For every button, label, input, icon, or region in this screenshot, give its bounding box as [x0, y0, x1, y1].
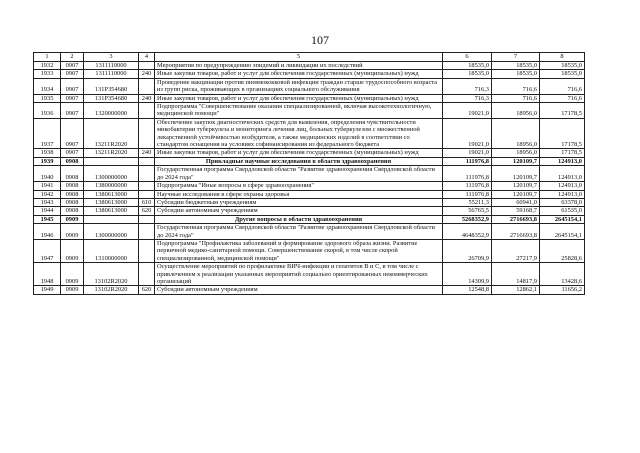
section-code-cell: 0909 — [61, 239, 84, 262]
amount-year3-cell: 124913,0 — [540, 190, 585, 198]
column-header: 5 — [155, 53, 443, 62]
amount-year3-cell: 716,6 — [540, 94, 585, 102]
row-number-cell: 1932 — [34, 62, 61, 70]
row-number-cell: 1941 — [34, 182, 61, 190]
expense-type-cell — [139, 239, 155, 262]
target-code-cell: 1300000000 — [84, 224, 139, 240]
amount-year2-cell: 18535,0 — [492, 70, 540, 78]
column-header: 7 — [492, 53, 540, 62]
amount-year2-cell: 27217,9 — [492, 239, 540, 262]
amount-year1-cell: 19021,0 — [443, 118, 492, 149]
amount-year2-cell: 120109,7 — [492, 190, 540, 198]
section-code-cell: 0908 — [61, 157, 84, 165]
table-row — [34, 198, 585, 206]
amount-year2-cell: 120109,7 — [492, 157, 540, 165]
row-number-cell: 1947 — [34, 239, 61, 262]
amount-year1-cell: 14309,9 — [443, 263, 492, 286]
expense-type-cell — [139, 62, 155, 70]
row-number-cell: 1945 — [34, 215, 61, 223]
target-code-cell: 13102R2020 — [84, 286, 139, 294]
expense-type-cell — [139, 166, 155, 182]
row-number-cell: 1942 — [34, 190, 61, 198]
column-header: 4 — [139, 53, 155, 62]
row-number-cell: 1934 — [34, 78, 61, 94]
row-number-cell: 1944 — [34, 207, 61, 215]
table-row — [34, 182, 585, 190]
target-code-cell: 13102R2020 — [84, 263, 139, 286]
amount-year3-cell: 716,6 — [540, 78, 585, 94]
table-row — [34, 78, 585, 94]
description-cell: Субсидии автономным учреждениям — [155, 207, 443, 215]
table-row — [34, 118, 585, 149]
expense-type-cell — [139, 224, 155, 240]
amount-year3-cell: 63378,0 — [540, 198, 585, 206]
amount-year3-cell: 124913,0 — [540, 166, 585, 182]
description-cell: Мероприятия по предупреждению эпидемий и ликвидации их последствий — [155, 62, 443, 70]
amount-year1-cell: 111976,8 — [443, 166, 492, 182]
amount-year3-cell: 18535,0 — [540, 62, 585, 70]
column-header: 1 — [34, 53, 61, 62]
description-cell: Обеспечение закупок диагностических средств для выявления, определения чувствительности микобактерии туберкулеза и мониторинга лечения лиц, больных туберкулезом с множественной лекарственной устойчивостью возбудителя, а также медицинских изделий в соответствии со стандартом оснащения на условиях софинансирования из федерального бюджета — [155, 118, 443, 149]
expense-type-cell — [139, 190, 155, 198]
row-number-cell: 1949 — [34, 286, 61, 294]
header-row — [34, 53, 585, 62]
amount-year1-cell: 18535,0 — [443, 62, 492, 70]
expense-type-cell: 240 — [139, 94, 155, 102]
expense-type-cell — [139, 78, 155, 94]
budget-table — [33, 52, 585, 295]
table-row — [34, 166, 585, 182]
section-code-cell: 0909 — [61, 215, 84, 223]
description-cell: Подпрограмма "Иные вопросы в сфере здравоохранения" — [155, 182, 443, 190]
description-cell: Проведение вакцинации против пневмококковой инфекции граждан старше трудоспособного возраста из групп риска, проживающих в организациях социального обслуживания — [155, 78, 443, 94]
expense-type-cell: 620 — [139, 207, 155, 215]
page-number: 107 — [311, 33, 329, 47]
row-number-cell: 1937 — [34, 118, 61, 149]
target-code-cell: 1380613000 — [84, 190, 139, 198]
amount-year3-cell: 17178,5 — [540, 149, 585, 157]
amount-year3-cell: 124913,0 — [540, 182, 585, 190]
expense-type-cell: 610 — [139, 198, 155, 206]
target-code-cell — [84, 215, 139, 223]
expense-type-cell: 240 — [139, 70, 155, 78]
description-cell: Государственная программа Свердловской области "Развитие здравоохранения Свердловской области до 2024 года" — [155, 224, 443, 240]
target-code-cell: 1380000000 — [84, 182, 139, 190]
section-code-cell: 0907 — [61, 149, 84, 157]
column-header: 6 — [443, 53, 492, 62]
target-code-cell: 1311110000 — [84, 70, 139, 78]
amount-year1-cell: 18535,0 — [443, 70, 492, 78]
expense-type-cell — [139, 182, 155, 190]
table-row — [34, 94, 585, 102]
table-row — [34, 103, 585, 119]
target-code-cell: 1320000000 — [84, 103, 139, 119]
expense-type-cell — [139, 103, 155, 119]
amount-year3-cell: 124913,0 — [540, 157, 585, 165]
amount-year3-cell: 18535,0 — [540, 70, 585, 78]
row-number-cell: 1935 — [34, 94, 61, 102]
section-code-cell: 0908 — [61, 198, 84, 206]
target-code-cell — [84, 157, 139, 165]
row-number-cell: 1943 — [34, 198, 61, 206]
target-code-cell: 131P354680 — [84, 94, 139, 102]
target-code-cell: 1380613000 — [84, 198, 139, 206]
table-body — [34, 62, 585, 295]
amount-year1-cell: 5268352,9 — [443, 215, 492, 223]
table-row — [34, 149, 585, 157]
amount-year3-cell: 61535,0 — [540, 207, 585, 215]
table-row — [34, 207, 585, 215]
amount-year1-cell: 111976,8 — [443, 190, 492, 198]
section-code-cell: 0907 — [61, 62, 84, 70]
target-code-cell: 1311110000 — [84, 62, 139, 70]
amount-year3-cell: 2645154,1 — [540, 224, 585, 240]
table-row — [34, 70, 585, 78]
amount-year1-cell: 55211,3 — [443, 198, 492, 206]
amount-year1-cell: 4648352,9 — [443, 224, 492, 240]
section-code-cell: 0908 — [61, 207, 84, 215]
amount-year2-cell: 120109,7 — [492, 182, 540, 190]
section-code-cell: 0907 — [61, 78, 84, 94]
section-code-cell: 0908 — [61, 166, 84, 182]
column-header: 3 — [84, 53, 139, 62]
description-cell: Иные закупки товаров, работ и услуг для обеспечения государственных (муниципальных) нужд — [155, 70, 443, 78]
amount-year2-cell: 18956,0 — [492, 149, 540, 157]
amount-year2-cell: 59168,7 — [492, 207, 540, 215]
section-code-cell: 0908 — [61, 190, 84, 198]
target-code-cell: 1380613000 — [84, 207, 139, 215]
amount-year1-cell: 19021,0 — [443, 103, 492, 119]
row-number-cell: 1946 — [34, 224, 61, 240]
description-cell: Иные закупки товаров, работ и услуг для обеспечения государственных (муниципальных) нужд — [155, 94, 443, 102]
section-code-cell: 0909 — [61, 263, 84, 286]
description-cell: Другие вопросы в области здравоохранения — [155, 215, 443, 223]
table-row — [34, 263, 585, 286]
amount-year3-cell: 25828,6 — [540, 239, 585, 262]
description-cell: Подпрограмма "Профилактика заболеваний и формирование здорового образа жизни. Развитие первичной медико-санитарной помощи. Совершенствование скорой, в том числе скорой специализированной, медицинской помощи" — [155, 239, 443, 262]
table-row — [34, 224, 585, 240]
row-number-cell: 1938 — [34, 149, 61, 157]
amount-year1-cell: 716,3 — [443, 94, 492, 102]
section-code-cell: 0907 — [61, 70, 84, 78]
amount-year1-cell: 716,3 — [443, 78, 492, 94]
table-row — [34, 190, 585, 198]
description-cell: Иные закупки товаров, работ и услуг для обеспечения государственных (муниципальных) нужд — [155, 149, 443, 157]
amount-year2-cell: 60941,0 — [492, 198, 540, 206]
amount-year2-cell: 2716693,8 — [492, 224, 540, 240]
description-cell: Осуществление мероприятий по профилактике ВИЧ-инфекции и гепатитов В и С, в том числе с привлечением к реализации указанных мероприятий социально ориентированных некоммерческих организаций — [155, 263, 443, 286]
table-row — [34, 239, 585, 262]
target-code-cell: 131P354680 — [84, 78, 139, 94]
table-row — [34, 62, 585, 70]
expense-type-cell — [139, 118, 155, 149]
expense-type-cell: 240 — [139, 149, 155, 157]
table-row — [34, 157, 585, 165]
target-code-cell: 13211R2020 — [84, 118, 139, 149]
row-number-cell: 1948 — [34, 263, 61, 286]
amount-year2-cell: 14817,9 — [492, 263, 540, 286]
description-cell: Научные исследования в сфере охраны здоровья — [155, 190, 443, 198]
amount-year1-cell: 56765,5 — [443, 207, 492, 215]
amount-year1-cell: 111976,8 — [443, 182, 492, 190]
amount-year3-cell: 11656,2 — [540, 286, 585, 294]
amount-year2-cell: 716,6 — [492, 78, 540, 94]
section-code-cell: 0907 — [61, 103, 84, 119]
row-number-cell: 1939 — [34, 157, 61, 165]
amount-year2-cell: 2716693,8 — [492, 215, 540, 223]
amount-year2-cell: 120109,7 — [492, 166, 540, 182]
row-number-cell: 1936 — [34, 103, 61, 119]
amount-year1-cell: 12548,8 — [443, 286, 492, 294]
section-code-cell: 0907 — [61, 94, 84, 102]
amount-year2-cell: 716,6 — [492, 94, 540, 102]
amount-year1-cell: 26709,9 — [443, 239, 492, 262]
amount-year3-cell: 2645154,1 — [540, 215, 585, 223]
table-row — [34, 215, 585, 223]
amount-year3-cell: 13428,6 — [540, 263, 585, 286]
description-cell: Прикладные научные исследования в области здравоохранения — [155, 157, 443, 165]
expense-type-cell: 620 — [139, 286, 155, 294]
table-row — [34, 286, 585, 294]
amount-year1-cell: 111976,8 — [443, 157, 492, 165]
section-code-cell: 0909 — [61, 286, 84, 294]
description-cell: Субсидии автономным учреждениям — [155, 286, 443, 294]
expense-type-cell — [139, 263, 155, 286]
description-cell: Подпрограмма "Совершенствование оказания специализированной, включая высокотехнологичную, медицинской помощи" — [155, 103, 443, 119]
target-code-cell: 1310000000 — [84, 239, 139, 262]
column-header: 2 — [61, 53, 84, 62]
amount-year2-cell: 18956,0 — [492, 118, 540, 149]
description-cell: Субсидии бюджетным учреждениям — [155, 198, 443, 206]
section-code-cell: 0907 — [61, 118, 84, 149]
amount-year2-cell: 12862,1 — [492, 286, 540, 294]
description-cell: Государственная программа Свердловской области "Развитие здравоохранения Свердловской области до 2024 года" — [155, 166, 443, 182]
expense-type-cell — [139, 215, 155, 223]
amount-year2-cell: 18956,0 — [492, 103, 540, 119]
row-number-cell: 1933 — [34, 70, 61, 78]
section-code-cell: 0908 — [61, 182, 84, 190]
column-header: 8 — [540, 53, 585, 62]
section-code-cell: 0909 — [61, 224, 84, 240]
target-code-cell: 1300000000 — [84, 166, 139, 182]
amount-year3-cell: 17178,5 — [540, 118, 585, 149]
row-number-cell: 1940 — [34, 166, 61, 182]
amount-year1-cell: 19021,0 — [443, 149, 492, 157]
expense-type-cell — [139, 157, 155, 165]
target-code-cell: 13211R2020 — [84, 149, 139, 157]
amount-year3-cell: 17178,5 — [540, 103, 585, 119]
amount-year2-cell: 18535,0 — [492, 62, 540, 70]
